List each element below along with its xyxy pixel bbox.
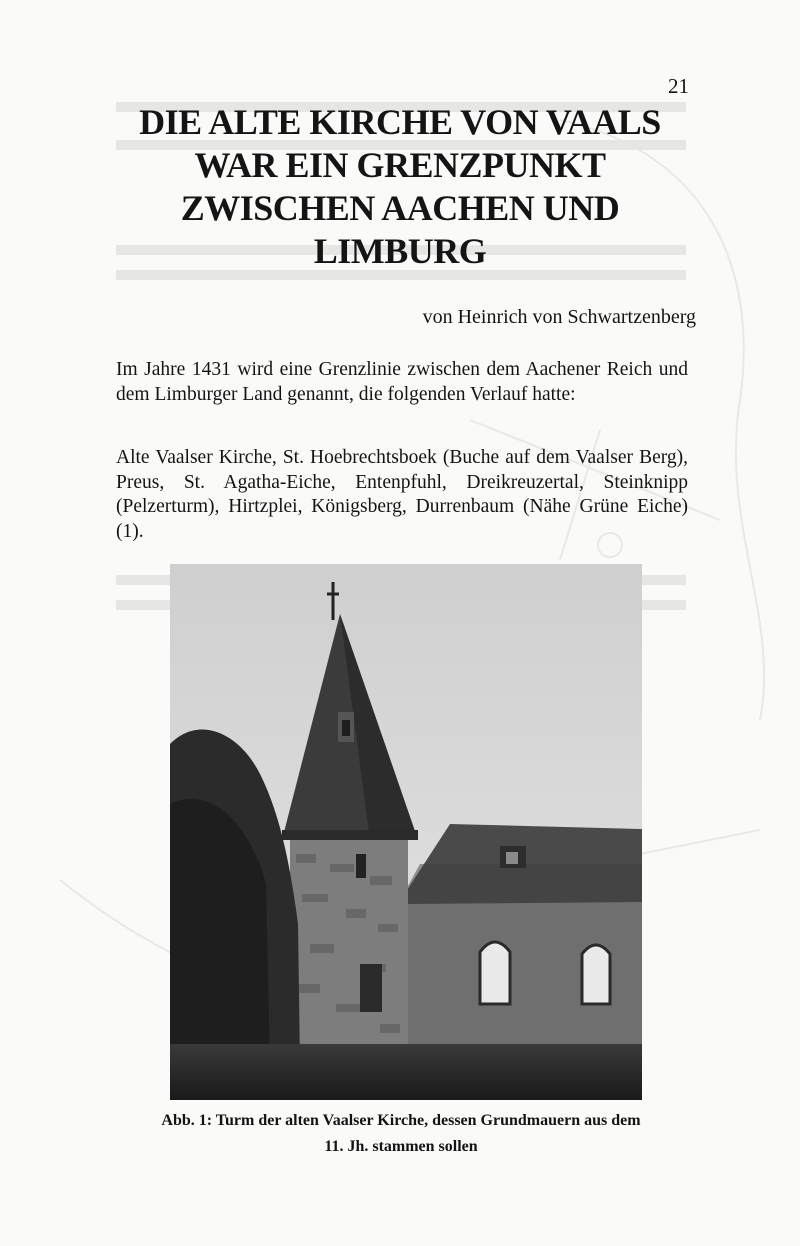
title-line-3: ZWISCHEN AACHEN UND [180, 188, 620, 228]
title-line-4: LIMBURG [313, 231, 487, 271]
body-paragraph-1: Im Jahre 1431 wird eine Grenzlinie zwischen dem Aachener Reich und dem Limburger Land genannt, die folgenden Verlauf hatte: [116, 359, 688, 405]
church-photo-drawing [170, 564, 642, 1100]
article-title [110, 101, 690, 273]
body-paragraph-2: Alte Vaalser Kirche, St. Hoebrechtsboek (Buche auf dem Vaalser Berg), Preus, St. Agatha-Eiche, Entenpfuhl, Dreikreuzertal, Steinknipp (Pelzerturm), Hirtzplei, Königsberg, Durrenbaum (Nähe Grüne Eiche) (1). [116, 447, 688, 542]
title-line-2: WAR EIN GRENZPUNKT [194, 145, 606, 185]
page-number: 21 [668, 74, 689, 98]
caption-line-1: Abb. 1: Turm der alten Vaalser Kirche, dessen Grundmauern aus dem [161, 1112, 641, 1129]
caption-line-2: 11. Jh. stammen sollen [324, 1138, 478, 1155]
author-byline: von Heinrich von Schwartzenberg [422, 306, 696, 328]
title-line-1: DIE ALTE KIRCHE VON VAALS [139, 102, 661, 142]
figure-caption [110, 1108, 692, 1160]
church-photograph [170, 564, 642, 1100]
